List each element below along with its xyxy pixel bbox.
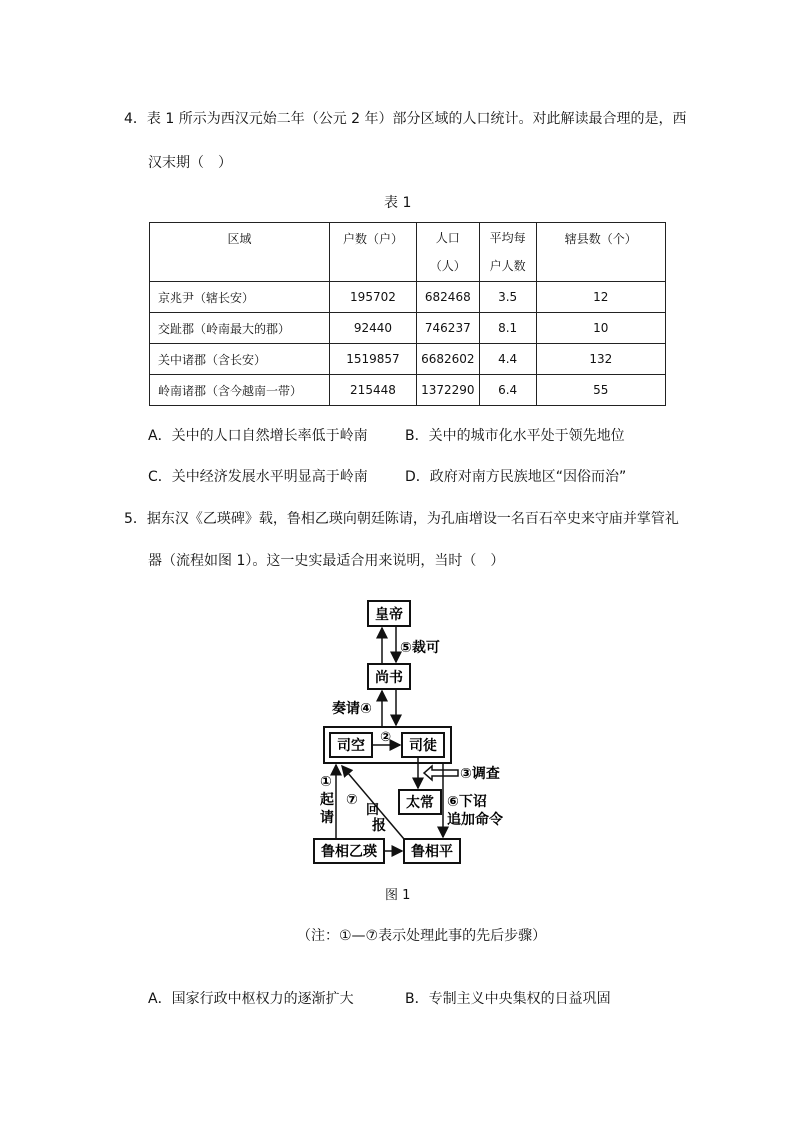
step1-label-a: 起 <box>320 792 334 808</box>
step7-label-a: 回 <box>366 803 380 818</box>
step3-label: ③调查 <box>460 766 500 782</box>
cell-avg: 4.4 <box>479 344 536 375</box>
figure-caption: 图 1 <box>385 888 411 903</box>
label-luxiangping: 鲁相平 <box>411 844 453 860</box>
label-situ: 司徒 <box>409 738 437 754</box>
q5-text-1: 据东汉《乙瑛碑》载，鲁相乙瑛向朝廷陈请，为孔庙增设一名百石卒史来守庙并掌管礼 <box>146 511 679 527</box>
flow-diagram <box>300 596 530 876</box>
q5-option-b[interactable]: B．专制主义中央集权的日益巩固 <box>405 991 611 1007</box>
step1-num: ① <box>320 774 332 790</box>
cell-region: 交趾郡（岭南最大的郡） <box>150 313 330 344</box>
q4-line1 <box>124 108 687 128</box>
figure-note: （注：①—⑦表示处理此事的先后步骤） <box>297 928 547 944</box>
cell-avg: 8.1 <box>479 313 536 344</box>
step7-num: ⑦ <box>346 792 358 808</box>
cell-population: 682468 <box>416 282 479 313</box>
cell-households: 195702 <box>330 282 417 313</box>
q4-option-b[interactable]: B．关中的城市化水平处于领先地位 <box>405 428 625 444</box>
table-caption: 表 1 <box>384 195 412 211</box>
cell-counties: 132 <box>536 344 665 375</box>
cell-region: 关中诸郡（含长安） <box>150 344 330 375</box>
q5-line1 <box>124 508 679 528</box>
cell-population: 746237 <box>416 313 479 344</box>
label-shangshu: 尚书 <box>375 670 403 686</box>
step5-label: ⑤裁可 <box>400 640 440 656</box>
header-avg: 平均每 户人数 <box>479 223 536 282</box>
cell-households: 92440 <box>330 313 417 344</box>
header-households: 户数（户） <box>330 223 417 282</box>
step2-label: ② <box>380 730 392 745</box>
table-header-row <box>150 223 666 282</box>
step4-label: 奏请④ <box>332 701 372 717</box>
q4-option-d[interactable]: D．政府对南方民族地区“因俗而治” <box>405 469 627 485</box>
header-region: 区域 <box>150 223 330 282</box>
q4-text-1: 表 1 所示为西汉元始二年（公元 2 年）部分区域的人口统计。对此解读最合理的是，西 <box>146 111 687 127</box>
population-table <box>149 222 666 406</box>
cell-avg: 3.5 <box>479 282 536 313</box>
q5-line2: 器（流程如图 1）。这一史实最适合用来说明，当时（ ） <box>148 553 505 569</box>
label-sikong: 司空 <box>337 738 365 754</box>
cell-counties: 10 <box>536 313 665 344</box>
cell-households: 1519857 <box>330 344 417 375</box>
label-yiying: 鲁相乙瑛 <box>321 844 377 860</box>
q4-option-c[interactable]: C．关中经济发展水平明显高于岭南 <box>148 469 368 485</box>
table-row <box>150 282 666 313</box>
cell-avg: 6.4 <box>479 375 536 406</box>
header-counties: 辖县数（个） <box>536 223 665 282</box>
q4-number: 4． <box>124 111 147 127</box>
cell-counties: 12 <box>536 282 665 313</box>
step6-label-a: ⑥下诏 <box>447 794 487 810</box>
header-population: 人口 （人） <box>416 223 479 282</box>
step7-label-b: 报 <box>372 818 386 834</box>
cell-population: 6682602 <box>416 344 479 375</box>
step1-label-b: 请 <box>320 810 334 826</box>
q4-option-a[interactable]: A．关中的人口自然增长率低于岭南 <box>148 428 368 444</box>
q5-number: 5． <box>124 511 147 527</box>
cell-region: 岭南诸郡（含今越南一带） <box>150 375 330 406</box>
arrow-step3 <box>424 766 458 780</box>
label-taichang: 太常 <box>406 795 434 811</box>
cell-counties: 55 <box>536 375 665 406</box>
step6-label-b: 追加命令 <box>447 812 503 828</box>
label-huangdi: 皇帝 <box>375 607 403 623</box>
table-row <box>150 375 666 406</box>
cell-population: 1372290 <box>416 375 479 406</box>
q4-line2: 汉末期（ ） <box>148 155 232 171</box>
cell-region: 京兆尹（辖长安） <box>150 282 330 313</box>
table-row <box>150 344 666 375</box>
q5-option-a[interactable]: A．国家行政中枢权力的逐渐扩大 <box>148 991 354 1007</box>
cell-households: 215448 <box>330 375 417 406</box>
table-row <box>150 313 666 344</box>
